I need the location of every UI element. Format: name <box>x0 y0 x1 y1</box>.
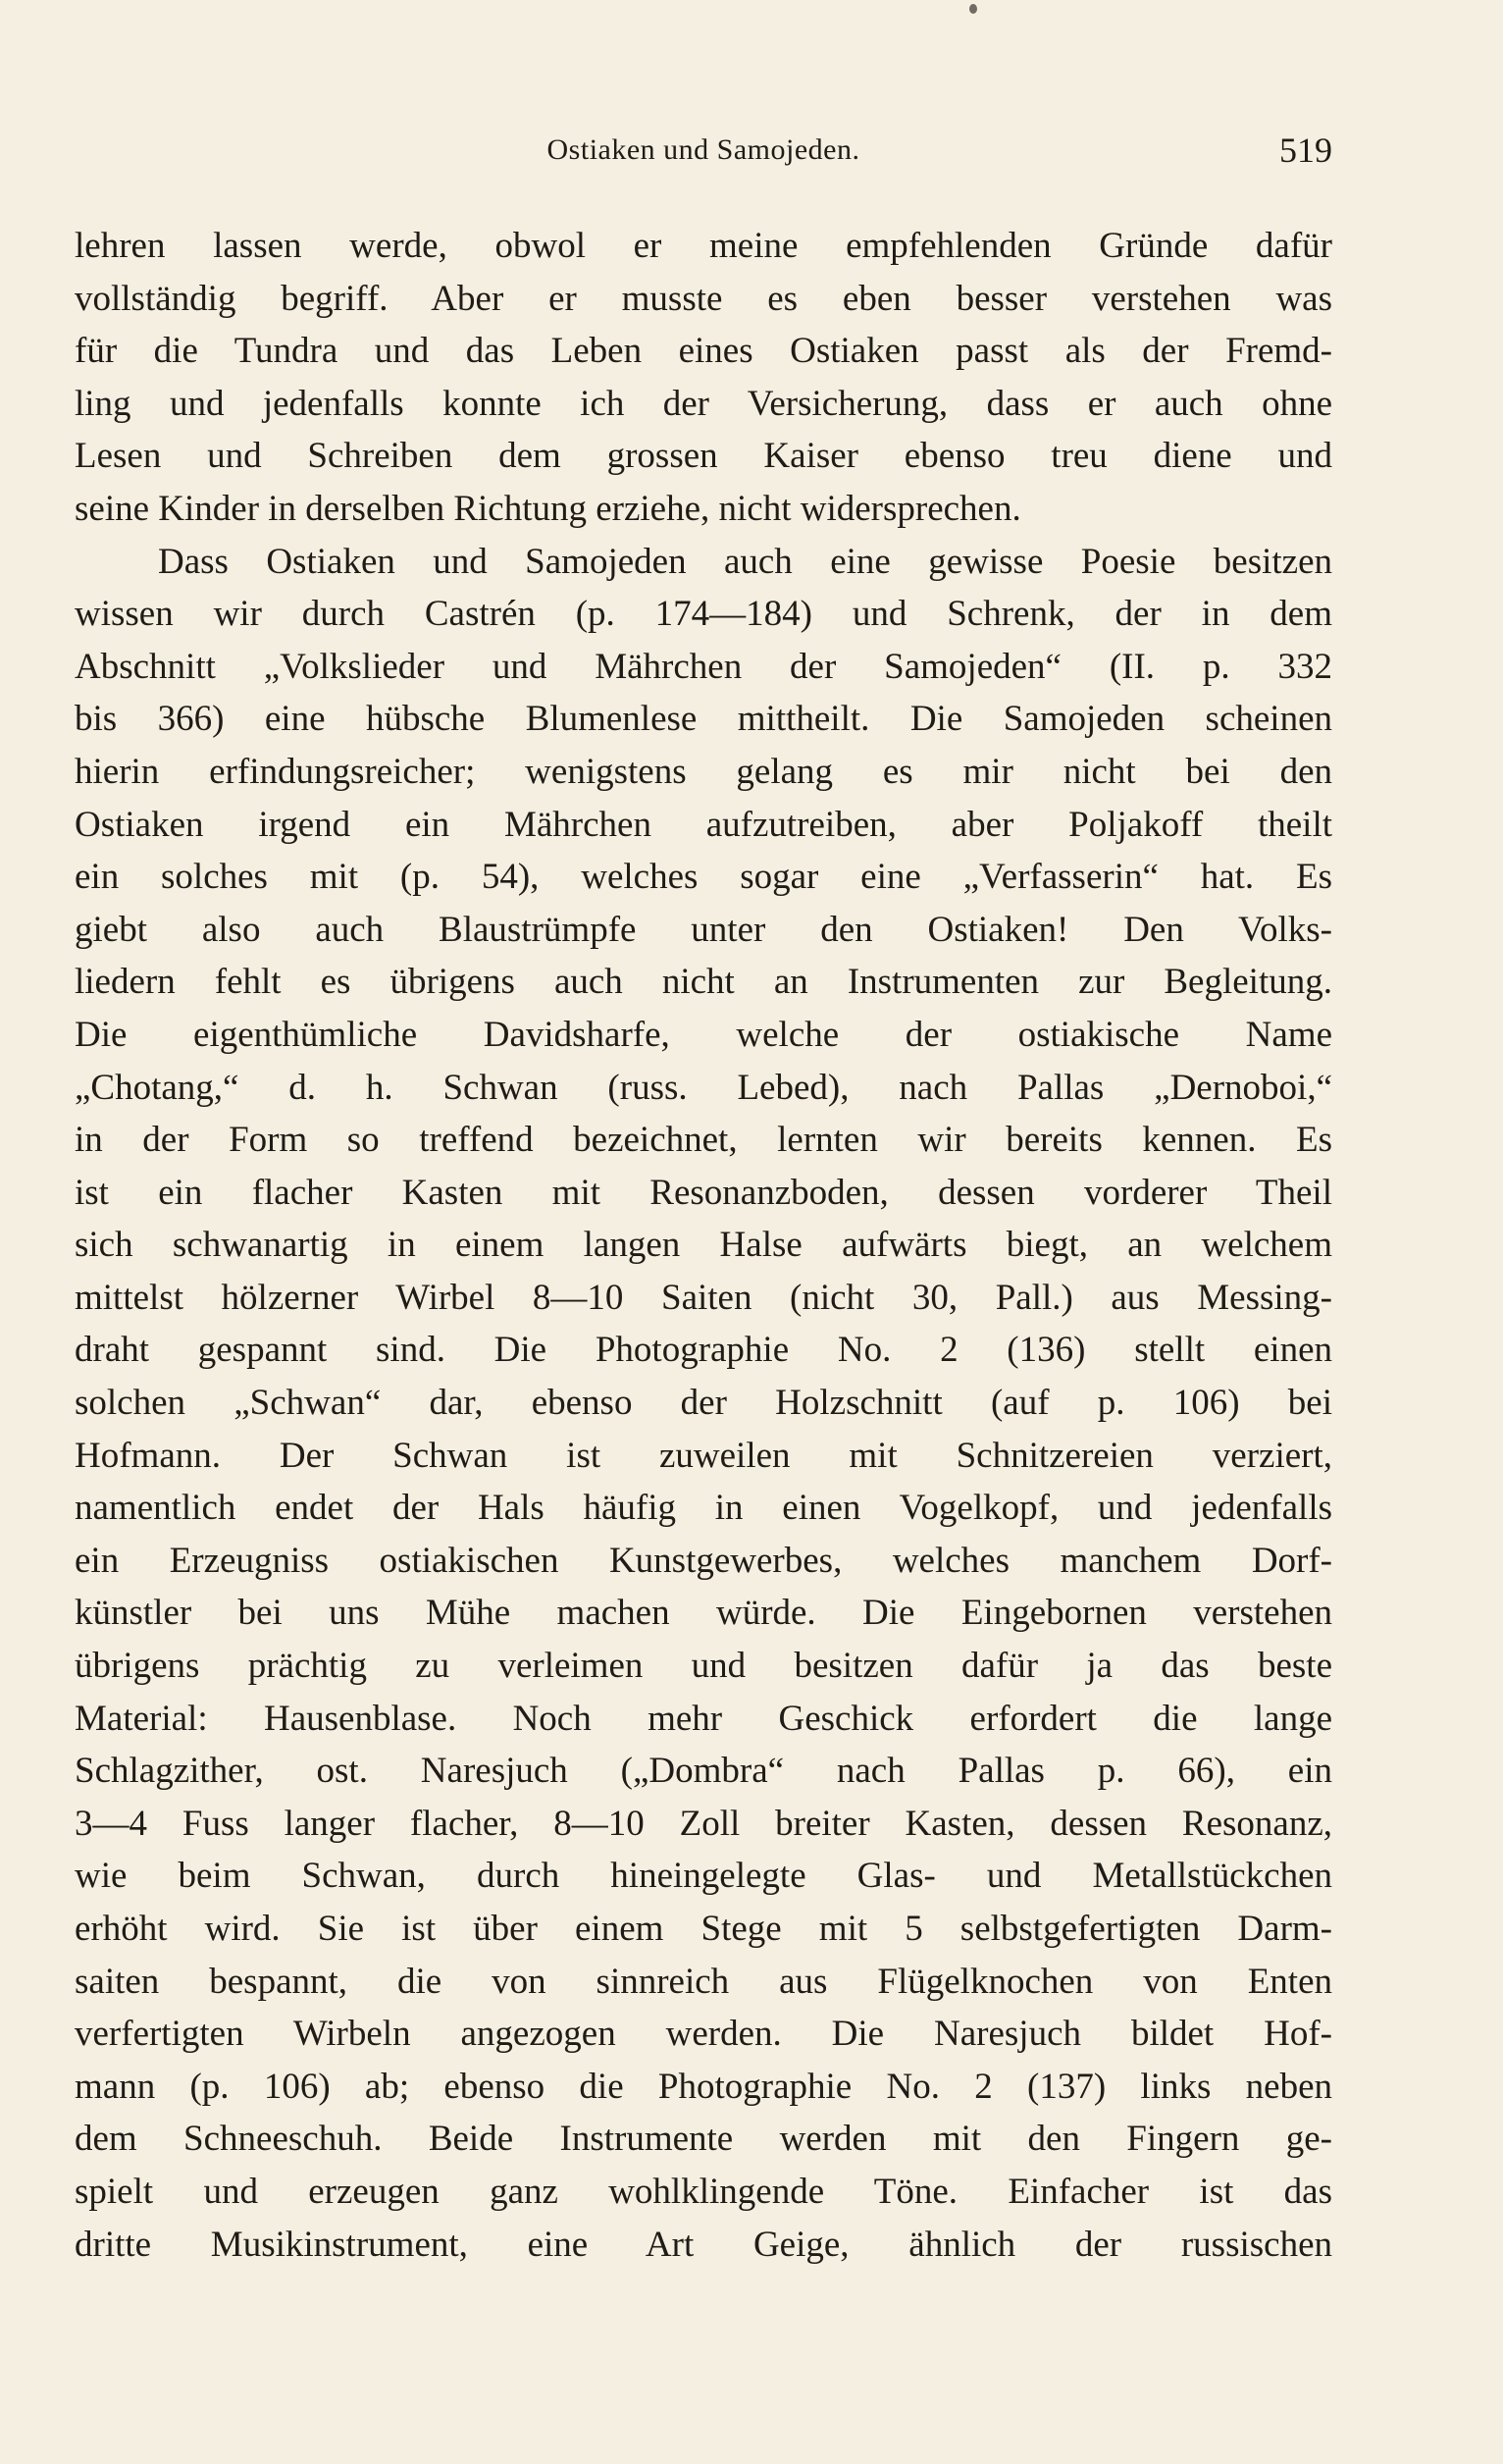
text-line: Abschnitt „Volkslieder und Mährchen der Samojeden“ (II. p. 332 <box>75 646 1332 687</box>
text-line: wie beim Schwan, durch hineingelegte Glas- und Metallstückchen <box>75 1856 1332 1897</box>
text-line: sich schwanartig in einem langen Halse aufwärts biegt, an welchem <box>75 1225 1332 1266</box>
running-title: Ostiaken und Samojeden. <box>546 133 860 166</box>
text-line: lehren lassen werde, obwol er meine empfehlenden Gründe dafür <box>75 226 1332 266</box>
print-speck <box>969 4 977 14</box>
text-line: mittelst hölzerner Wirbel 8—10 Saiten (nicht 30, Pall.) aus Messing- <box>75 1277 1332 1318</box>
text-line: namentlich endet der Hals häufig in einen Vogelkopf, und jedenfalls <box>75 1488 1332 1529</box>
body-text <box>75 220 1332 2271</box>
text-line: für die Tundra und das Leben eines Ostiaken passt als der Fremd- <box>75 331 1332 372</box>
text-line: erhöht wird. Sie ist über einem Stege mit 5 selbstgefertigten Darm- <box>75 1909 1332 1949</box>
text-line: mann (p. 106) ab; ebenso die Photographie No. 2 (137) links neben <box>75 2066 1332 2107</box>
text-line: in der Form so treffend bezeichnet, lernten wir bereits kennen. Es <box>75 1120 1332 1161</box>
text-line: dritte Musikinstrument, eine Art Geige, ähnlich der russischen <box>75 2224 1332 2265</box>
text-line: 3—4 Fuss langer flacher, 8—10 Zoll breiter Kasten, dessen Resonanz, <box>75 1803 1332 1844</box>
page-number: 519 <box>1279 131 1332 170</box>
text-line: künstler bei uns Mühe machen würde. Die Eingebornen verstehen <box>75 1593 1332 1634</box>
text-line: liedern fehlt es übrigens auch nicht an Instrumenten zur Begleitung. <box>75 962 1332 1003</box>
text-line: ist ein flacher Kasten mit Resonanzboden, dessen vorderer Theil <box>75 1172 1332 1213</box>
text-line: Ostiaken irgend ein Mährchen aufzutreiben, aber Poljakoff theilt <box>75 804 1332 845</box>
text-line: seine Kinder in derselben Richtung erziehe, nicht widersprechen. <box>75 488 1021 529</box>
text-line: bis 366) eine hübsche Blumenlese mittheilt. Die Samojeden scheinen <box>75 699 1332 740</box>
text-line: wissen wir durch Castrén (p. 174—184) und Schrenk, der in dem <box>75 594 1332 635</box>
running-head <box>75 133 1332 183</box>
text-line: dem Schneeschuh. Beide Instrumente werden mit den Fingern ge- <box>75 2119 1332 2160</box>
text-line: saiten bespannt, die von sinnreich aus Flügelknochen von Enten <box>75 1961 1332 2002</box>
text-line: verfertigten Wirbeln angezogen werden. Die Naresjuch bildet Hof- <box>75 2014 1332 2055</box>
text-line: hierin erfindungsreicher; wenigstens gelang es mir nicht bei den <box>75 751 1332 792</box>
text-line: ein solches mit (p. 54), welches sogar eine „Verfasserin“ hat. Es <box>75 857 1332 898</box>
text-line: übrigens prächtig zu verleimen und besitzen dafür ja das beste <box>75 1646 1332 1687</box>
text-line: spielt und erzeugen ganz wohlklingende Töne. Einfacher ist das <box>75 2171 1332 2212</box>
text-line: Schlagzither, ost. Naresjuch („Dombra“ nach Pallas p. 66), ein <box>75 1751 1332 1792</box>
text-line: Die eigenthümliche Davidsharfe, welche der ostiakische Name <box>75 1014 1332 1055</box>
text-line: ling und jedenfalls konnte ich der Versicherung, dass er auch ohne <box>75 383 1332 424</box>
text-line: „Chotang,“ d. h. Schwan (russ. Lebed), nach Pallas „Dernoboi,“ <box>75 1067 1332 1108</box>
text-line: Material: Hausenblase. Noch mehr Geschick erfordert die lange <box>75 1698 1332 1739</box>
text-line: Lesen und Schreiben dem grossen Kaiser ebenso treu diene und <box>75 436 1332 477</box>
text-line: solchen „Schwan“ dar, ebenso der Holzschnitt (auf p. 106) bei <box>75 1383 1332 1424</box>
text-line: giebt also auch Blaustrümpfe unter den Ostiaken! Den Volks- <box>75 909 1332 950</box>
text-line: draht gespannt sind. Die Photographie No. 2 (136) stellt einen <box>75 1330 1332 1371</box>
text-line: ein Erzeugniss ostiakischen Kunstgewerbes, welches manchem Dorf- <box>75 1540 1332 1581</box>
text-line: Hofmann. Der Schwan ist zuweilen mit Schnitzereien verziert, <box>75 1435 1332 1476</box>
text-line: vollständig begriff. Aber er musste es eben besser verstehen was <box>75 278 1332 319</box>
text-line: Dass Ostiaken und Samojeden auch eine gewisse Poesie besitzen <box>158 541 1332 582</box>
